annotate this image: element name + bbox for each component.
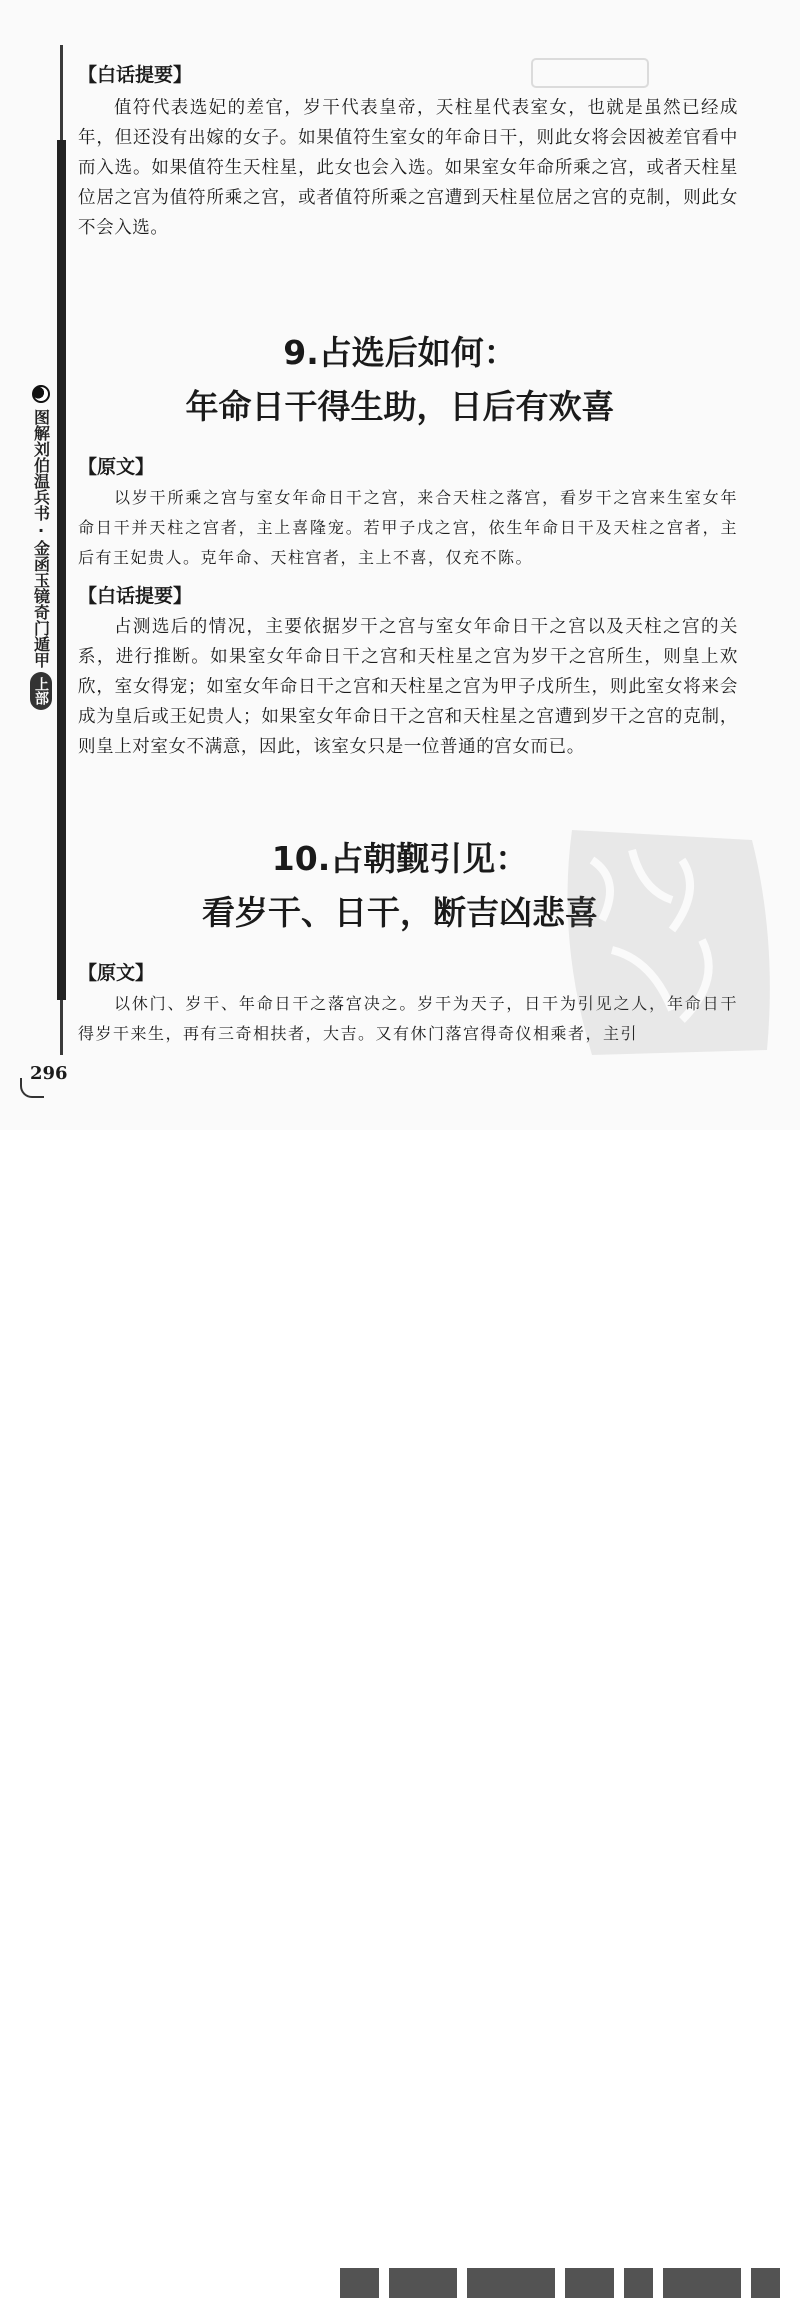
page-number: 296 [30, 1063, 68, 1084]
vernacular-text: 占测选后的情况，主要依据岁干之宫与室女年命日干之宫以及天柱之宫的关系，进行推断。如果室女年命日干之宫和天柱星之宫为岁干之宫所生，则皇上欢欣，室女得宠；如室女年命日干之宫和天柱星之宫为甲子戊所生，则此室女将来会成为皇后或王妃贵人；如果室女年命日干之宫和天柱星之宫遭到岁干之宫的克制，则皇上对室女不满意，因此，该室女只是一位普通的宫女而已。 [78, 617, 738, 757]
heading-line-2: 看岁干、日干，断吉凶悲喜 [202, 893, 598, 932]
heading-line-1: 9.占选后如何： [283, 333, 517, 372]
book-page [0, 0, 800, 1130]
section-vernacular-1 [78, 60, 738, 243]
original-text: 以休门、岁干、年命日干之落宫决之。岁干为天子，日干为引见之人，年命日干得岁干来生，再有三奇相扶者，大吉。又有休门落宫得奇仪相乘者，主引 [78, 994, 738, 1043]
vernacular-label: 【白话提要】 [78, 585, 193, 607]
heading-line-1: 10.占朝觐引见： [271, 839, 529, 878]
side-book-title [30, 385, 52, 710]
scan-bottom-margin [0, 1130, 800, 1206]
yin-yang-icon [32, 385, 50, 403]
side-title-text: 图解刘伯温兵书·金函玉镜奇门遁甲 [31, 409, 51, 668]
spine-band [57, 140, 66, 1000]
scan-artifact-bar [340, 2268, 780, 2298]
original-label: 【原文】 [78, 456, 155, 478]
chapter-heading-9 [70, 326, 730, 434]
volume-badge: 上部 [30, 672, 52, 710]
heading-line-2: 年命日干得生助，日后有欢喜 [185, 387, 615, 426]
original-text: 以岁干所乘之宫与室女年命日干之宫，来合天柱之落宫，看岁干之宫来生室女年命日干并天柱之宫者，主上喜隆宠。若甲子戊之宫，依生年命日干及天柱之宫者，主后有王妃贵人。克年命、天柱宫者，主上不喜，仅充不陈。 [78, 488, 738, 567]
section-original-2 [78, 452, 738, 762]
section-label: 【白话提要】 [78, 64, 193, 86]
section-paragraph: 值符代表选妃的差官，岁干代表皇帝，天柱星代表室女，也就是虽然已经成年，但还没有出嫁的女子。如果值符生室女的年命日干，则此女将会因被差官看中而入选。如果值符生天柱星，此女也会入选。如果室女年命所乘之宫，或者天柱星位居之宫为值符所乘之宫，或者值符所乘之宫遭到天柱星位居之宫的克制，则此女不会入选。 [78, 98, 738, 238]
seal-stamp-watermark [552, 820, 782, 1060]
original-label: 【原文】 [78, 962, 155, 984]
